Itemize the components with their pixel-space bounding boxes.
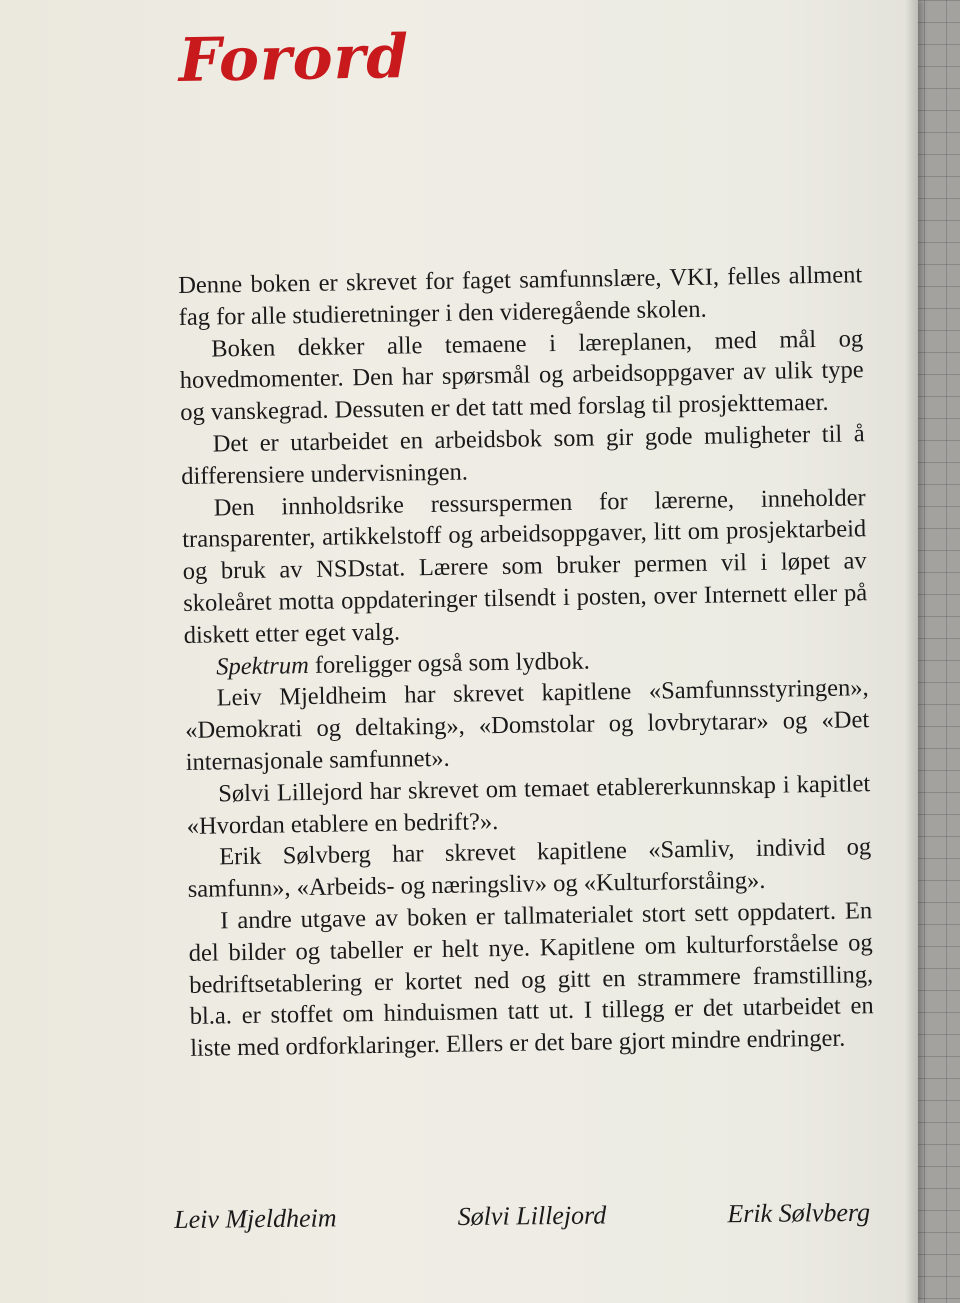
- paragraph-workbook: Det er utarbeidet en arbeidsbok som gir gode muligheter til å differensiere undervisningen.: [181, 420, 865, 490]
- author-signatures: [174, 1198, 870, 1235]
- paragraph-author-lillejord: Sølvi Lillejord har skrevet om temaet etablererkunnskap i kapitlet «Hvordan etablere en bedrift?».: [186, 769, 871, 840]
- paragraph-intro: Denne boken er skrevet for faget samfunnslære, VKI, felles allment fag for alle studieretninger i den videregående skolen.: [178, 261, 863, 331]
- signature-solvi-lillejord: Sølvi Lillejord: [457, 1200, 607, 1232]
- paragraph-author-solvberg: Erik Sølvberg har skrevet kapitlene «Samliv, individ og samfunn», «Arbeids- og næringsliv» og «Kulturforståing».: [187, 833, 872, 904]
- page-heading: Forord: [178, 21, 410, 96]
- signature-leiv-mjeldheim: Leiv Mjeldheim: [174, 1203, 337, 1234]
- page-edge-shadow: [905, 0, 918, 1303]
- preface-body: [178, 259, 874, 1065]
- audiobook-text: foreligger også som lydbok.: [308, 647, 590, 679]
- paragraph-author-mjeldheim: Leiv Mjeldheim har skrevet kapitlene «Samfunnsstyringen», «Demokrati og deltaking», «Domstolar og lovbrytarar» og «Det internasjonale samfunnet».: [185, 674, 870, 776]
- paragraph-resource-binder: Den innholdsrike ressurspermen for lærerne, inneholder transparenter, artikkelstoff og arbeidsoppgaver, litt om prosjektarbeid og bruk av NSDstat. Lærere som bruker permen vil i løpet av skoleåret motta oppdateringer tilsendt i posten, over Internett eller på diskett etter eget valg.: [182, 483, 868, 649]
- signature-erik-solvberg: Erik Sølvberg: [727, 1197, 871, 1229]
- paragraph-curriculum: Boken dekker alle temaene i læreplanen, med mål og hovedmomenter. Den har spørsmål og arbeidsoppgaver av ulik type og vanskegrad. Dessuten er det tatt med forslag til prosjekttemaer.: [179, 324, 864, 427]
- paragraph-second-edition: I andre utgave av boken er tallmaterialet stort sett oppdatert. En del bilder og tabeller er helt nye. Kapitlene om kulturforståelse og bedriftsetablering er kortet ned og gitt en strammere framstilling, bl.a. er stoffet om hinduismen tatt ut. I tillegg er det utarbeidet en liste med ordforklaringer. Ellers er det bare gjort mindre endringer.: [188, 897, 874, 1063]
- book-title: Spektrum: [216, 651, 309, 681]
